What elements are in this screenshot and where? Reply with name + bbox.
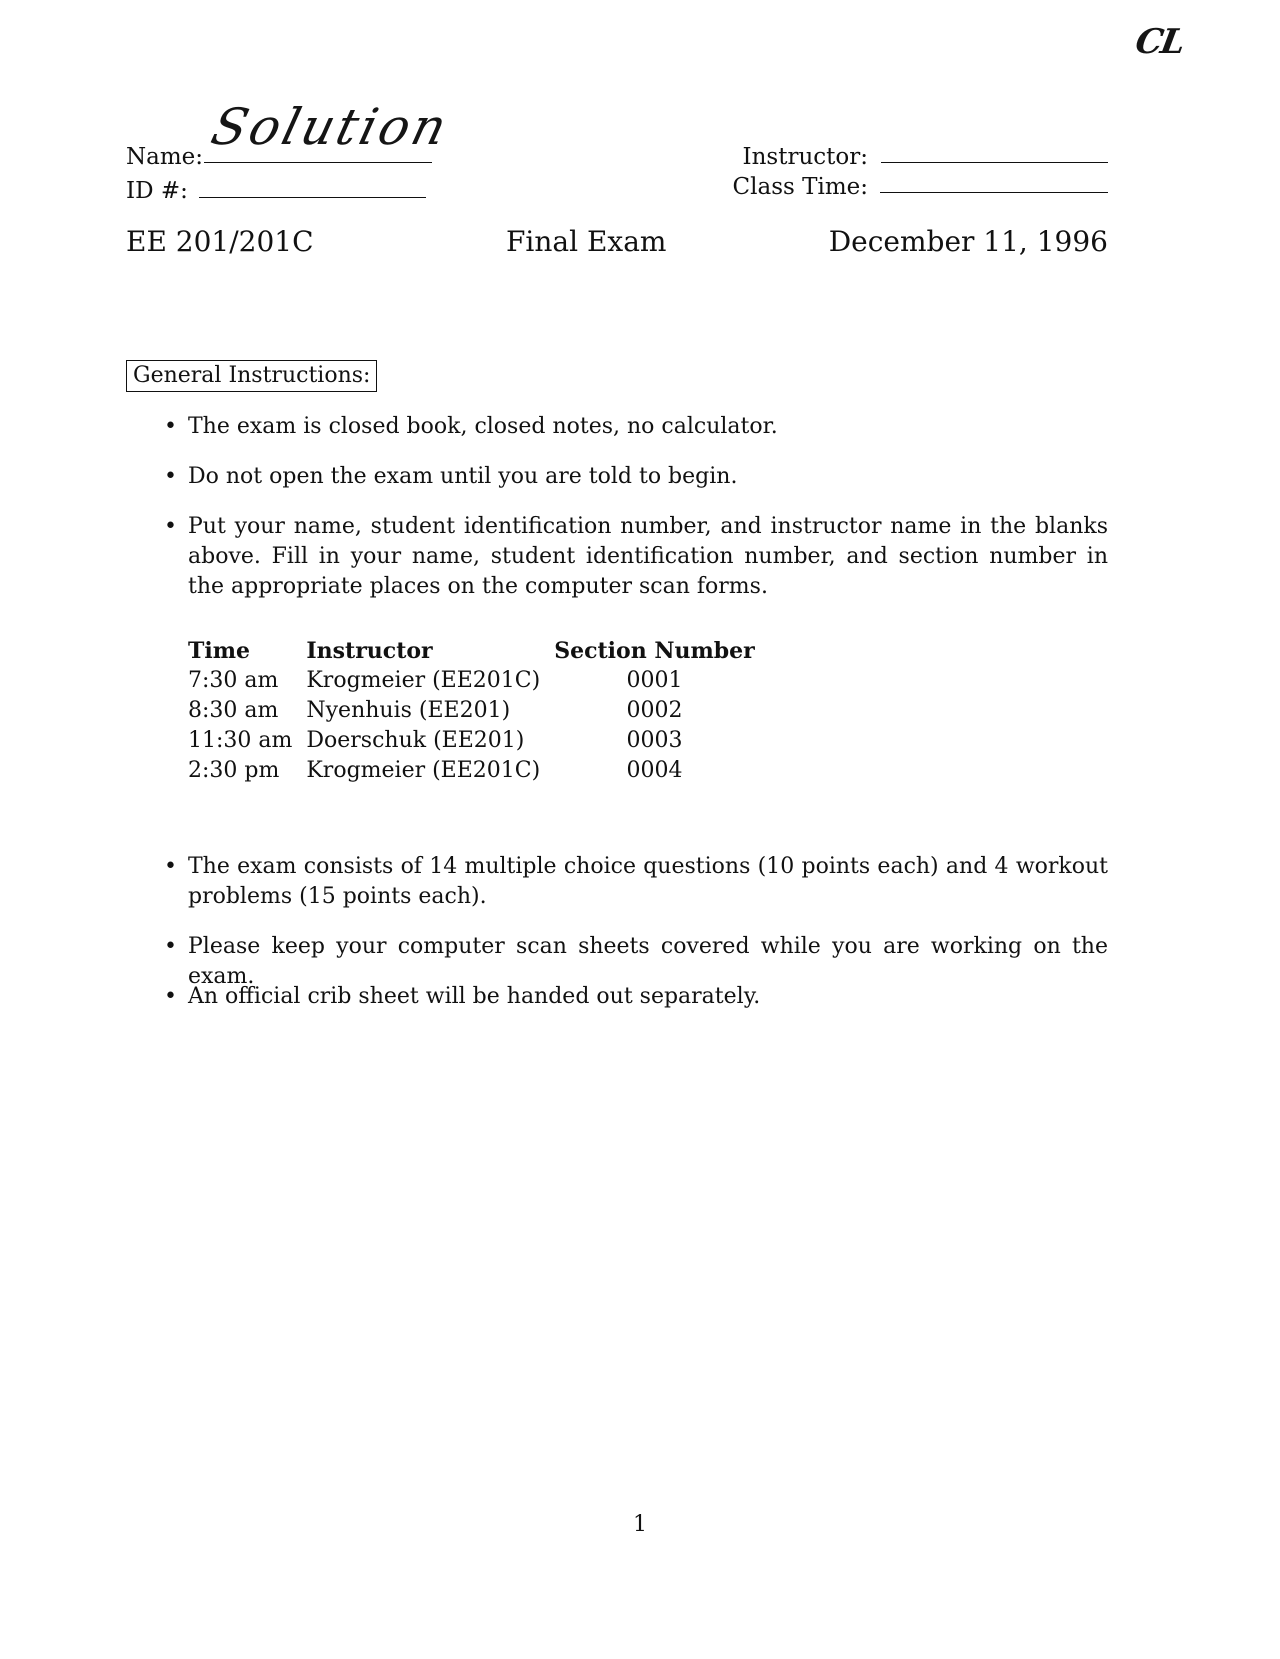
cell-time: 8:30 am: [188, 698, 279, 723]
exam-title: Final Exam: [506, 225, 667, 258]
id-blank[interactable]: [199, 197, 426, 198]
section-table: [188, 636, 769, 786]
instructor-blank[interactable]: [881, 162, 1108, 163]
class-time-blank[interactable]: [880, 192, 1108, 193]
cell-instructor: Krogmeier (EE201C): [306, 668, 541, 693]
id-label: ID #:: [126, 178, 188, 204]
cell-section-number: 0001: [626, 668, 683, 693]
cell-section-number: 0004: [626, 758, 683, 783]
instructor-label: Instructor:: [742, 144, 868, 170]
instruction-item: • The exam consists of 14 multiple choice questions (10 points each) and 4 workout problems (15 points each).: [188, 852, 1108, 912]
cell-instructor: Nyenhuis (EE201): [306, 698, 511, 723]
handwritten-name: Solution: [205, 98, 456, 156]
class-time-label: Class Time:: [732, 174, 868, 200]
cell-time: 11:30 am: [188, 728, 293, 753]
instruction-item: • The exam is closed book, closed notes, no calculator.: [188, 412, 1108, 442]
table-row: [188, 666, 769, 696]
table-header-row: [188, 636, 769, 666]
name-label: Name:: [126, 144, 204, 170]
table-row: [188, 756, 769, 786]
column-header-instructor: Instructor: [306, 638, 433, 664]
exam-date: December 11, 1996: [828, 225, 1108, 258]
instruction-item: • Do not open the exam until you are told to begin.: [188, 462, 1108, 492]
cell-instructor: Krogmeier (EE201C): [306, 758, 541, 783]
cell-section-number: 0002: [626, 698, 683, 723]
instruction-item: • Put your name, student identification number, and instructor name in the blanks above. Fill in your name, student identification number, and section number in the appropriate places on the computer scan forms.: [188, 512, 1108, 602]
page-number: 1: [633, 1512, 647, 1537]
instruction-item: • An official crib sheet will be handed out separately.: [188, 982, 1108, 1012]
general-instructions-heading: General Instructions:: [126, 360, 377, 392]
handwritten-initials: CL: [1132, 22, 1187, 62]
cell-instructor: Doerschuk (EE201): [306, 728, 525, 753]
column-header-time: Time: [188, 638, 251, 664]
name-blank[interactable]: [204, 162, 432, 163]
cell-time: 7:30 am: [188, 668, 279, 693]
table-row: [188, 726, 769, 756]
cell-section-number: 0003: [626, 728, 683, 753]
column-header-section-number: Section Number: [554, 638, 755, 664]
course-code: EE 201/201C: [126, 225, 314, 258]
table-row: [188, 696, 769, 726]
instruction-item: • Please keep your computer scan sheets covered while you are working on the exam.: [188, 932, 1108, 992]
cell-time: 2:30 pm: [188, 758, 280, 783]
